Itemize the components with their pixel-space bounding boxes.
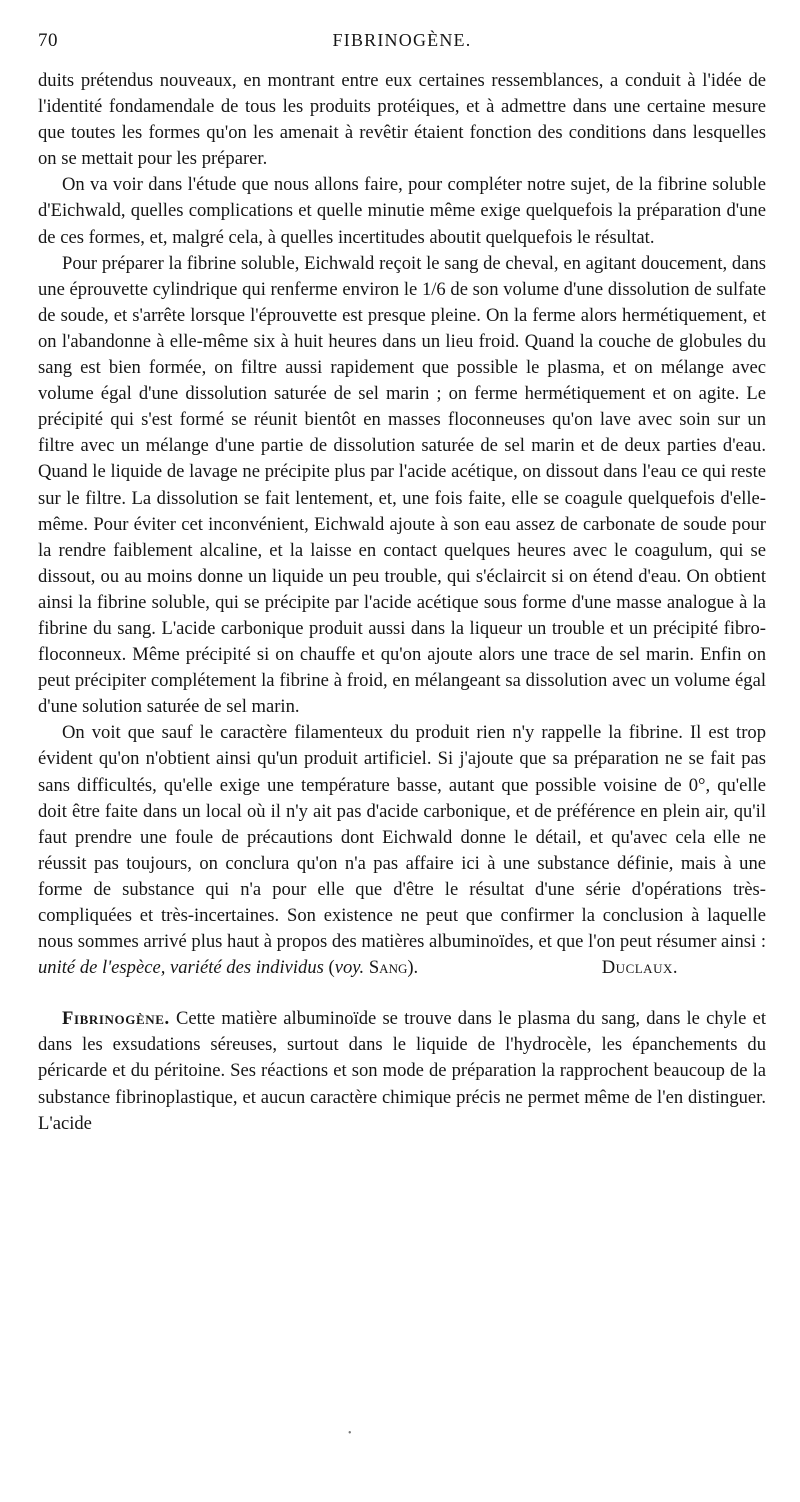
article-fibrine-soluble — [38, 68, 766, 981]
cross-reference-voy: voy. — [334, 957, 365, 979]
running-head-title: FIBRINOGÈNE. — [332, 30, 472, 50]
paragraph-2: On va voir dans l'étude que nous allons faire, pour compléter notre sujet, de la fibrine soluble d'Eichwald, quelles complications et quelle minutie même exige quelquefois la préparation d'une de ces formes, et, malgré cela, à quelles incertitudes aboutit quelquefois le résultat. — [38, 174, 766, 248]
paragraph-3: Pour préparer la fibrine soluble, Eichwald reçoit le sang de cheval, en agitant doucement, dans une éprouvette cylindrique qui renferme environ le 1/6 de son volume d'une dissolution de sulfate de soude, et s'arrête lorsque l'éprouvette est presque pleine. On la ferme alors hermétiquement, et on l'abandonne à elle-même six à huit heures dans un lieu froid. Quand la couche de globules du sang est bien formée, on filtre aussi rapidement que possible le plasma, et on mélange avec volume égal d'une dissolution saturée de sel marin ; on ferme hermétiquement et on agite. Le précipité qui s'est formé se réunit bientôt en masses floconneuses qu'on lave avec soin sur un filtre avec un mélange d'une partie de dissolution saturée de sel marin et de deux parties d'eau. Quand le liquide de lavage ne précipite plus par l'acide acétique, on dissout dans l'eau ce qui reste sur le filtre. La dissolution se fait lentement, et, une fois faite, elle se coagule quelquefois d'elle-même. Pour éviter cet inconvénient, Eichwald ajoute à son eau assez de carbonate de soude pour la rendre faiblement alcaline, et la laisse en contact quelques heures avec le coagulum, qui se dissout, ou au moins donne un liquide un peu trouble, qui s'éclaircit si on étend d'eau. On obtient ainsi la fibrine soluble, qui se précipite par l'acide acétique sous forme d'une masse analogue à la fibrine du sang. L'acide carbonique produit aussi dans la liqueur un trouble et un précipité fibro-floconneux. Même précipité si on chauffe et qu'on ajoute alors une trace de sel marin. Enfin on peut précipiter complétement la fibrine à froid, en mélangeant sa dissolution avec un volume égal d'une solution saturée de sel marin. — [38, 252, 766, 718]
page-number: 70 — [38, 30, 58, 51]
entry-headword: Fibrinogène. — [62, 1008, 170, 1030]
cross-reference — [329, 957, 419, 978]
print-speck: • — [348, 1428, 352, 1439]
cross-reference-open: ( — [328, 957, 335, 979]
book-page — [38, 28, 766, 1137]
cross-reference-close: ). — [407, 957, 419, 979]
fibrinogene-text: Cette matière albuminoïde se trouve dans le plasma du sang, dans le chyle et dans les exsudations séreuses, surtout dans le liquide de l'hydrocèle, les épanchements du péricarde et du péritoine. Ses réactions et son mode de préparation la rapprochent beaucoup de la substance fibrinoplastique, et aucun caractère chimique précis ne permet même de l'en distinguer. L'acide — [38, 1008, 766, 1134]
paragraph-1: duits prétendus nouveaux, en montrant entre eux certaines ressemblances, a conduit à l'idée de l'identité fondamendale de tous les produits protéiques, et à admettre dans une certaine mesure que toutes les formes qu'on les amenait à revêtir étaient fonction des conditions dans lesquelles on se mettait pour les préparer. — [38, 70, 766, 170]
paragraph-4 — [38, 720, 766, 981]
paragraph-4-text: On voit que sauf le caractère filamenteux du produit rien n'y rappelle la fibrine. Il est trop évident qu'on n'obtient ainsi qu'un produit artificiel. Si j'ajoute que sa préparation ne se fait pas sans difficultés, qu'elle exige une température basse, autant que possible voisine de 0°, qu'elle doit être faite dans un local où il n'y ait pas d'acide carbonique, et de préférence en plein air, qu'il faut prendre une foule de précautions dont Eichwald donne le détail, et qu'avec cela elle ne réussit pas toujours, on conclura qu'on n'a pas affaire ici à une substance définie, mais à une forme de substance qui n'a pour elle que d'être le résultat d'une série d'opérations très-compliquées et très-incertaines. Son existence ne peut que confirmer la conclusion à laquelle nous sommes arrivé plus haut à propos des matières albuminoïdes, et que l'on peut résumer ainsi : — [38, 722, 766, 953]
author-signature: Duclaux. — [601, 957, 678, 979]
cross-reference-target: Sang — [368, 957, 408, 979]
running-head — [38, 28, 766, 58]
paragraph-4-emphasis: unité de l'espèce, variété des individus — [38, 957, 324, 979]
fibrinogene-paragraph — [38, 1006, 766, 1136]
article-fibrinogene — [38, 1006, 766, 1136]
